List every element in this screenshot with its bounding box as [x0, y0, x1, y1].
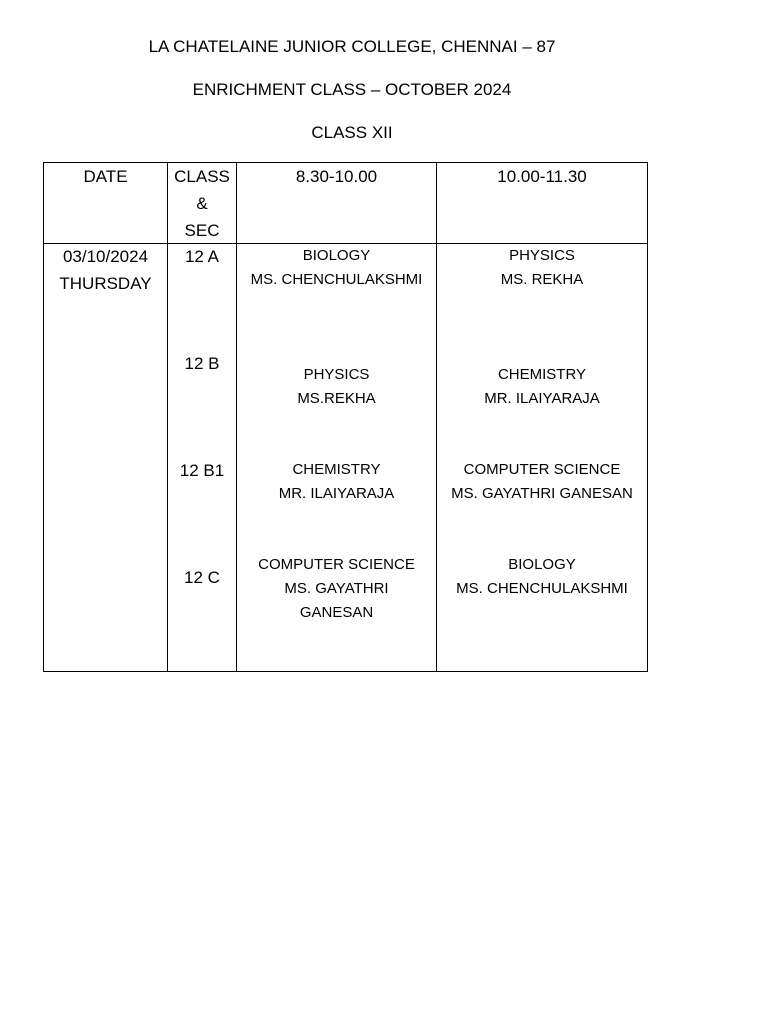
slot-2-entry	[437, 244, 647, 292]
table-border-top	[43, 162, 648, 163]
teacher: MS. REKHA	[500, 271, 584, 288]
subject: CHEMISTRY	[497, 366, 587, 383]
date-cell	[44, 243, 167, 297]
table-border-left	[43, 162, 44, 672]
teacher: MR. ILAIYARAJA	[278, 485, 395, 502]
section-cell: 12 C	[184, 568, 220, 587]
section-cell: 12 A	[184, 247, 220, 266]
teacher: MS. GAYATHRI	[284, 580, 389, 597]
day-value: THURSDAY	[59, 274, 152, 293]
slot-1-entry	[237, 244, 436, 292]
teacher: MR. ILAIYARAJA	[484, 390, 600, 407]
column-header-slot-2: 10.00-11.30	[497, 167, 587, 186]
column-header-date: DATE	[83, 167, 128, 186]
header-line: CLASS	[174, 167, 230, 186]
column-header-class-sec	[168, 163, 236, 244]
document-title: ENRICHMENT CLASS – OCTOBER 2024	[192, 80, 512, 99]
teacher: MS. GAYATHRI GANESAN	[451, 485, 633, 502]
subject: BIOLOGY	[302, 247, 371, 264]
subject: PHYSICS	[509, 247, 575, 264]
slot-1-entry	[237, 363, 436, 411]
subject: COMPUTER SCIENCE	[463, 461, 621, 478]
school-name: LA CHATELAINE JUNIOR COLLEGE, CHENNAI – 87	[148, 37, 556, 56]
slot-2-entry	[437, 458, 647, 506]
teacher: MS. CHENCHULAKSHMI	[250, 271, 423, 288]
slot-2-entry	[437, 363, 647, 411]
table-border-bottom	[43, 671, 648, 672]
subject: COMPUTER SCIENCE	[258, 556, 415, 573]
teacher-continued: GANESAN	[299, 604, 374, 621]
header-line: &	[196, 194, 208, 213]
class-heading: CLASS XII	[311, 123, 393, 142]
section-cell: 12 B1	[179, 461, 225, 480]
section-cell: 12 B	[184, 354, 220, 373]
subject: BIOLOGY	[508, 556, 576, 573]
teacher: MS.REKHA	[297, 390, 376, 407]
subject: PHYSICS	[303, 366, 370, 383]
slot-1-entry	[237, 553, 436, 625]
teacher: MS. CHENCHULAKSHMI	[456, 580, 628, 597]
header-line: SEC	[184, 221, 220, 240]
slot-2-entry	[437, 553, 647, 601]
slot-1-entry	[237, 458, 436, 506]
table-border-right	[647, 162, 648, 672]
subject: CHEMISTRY	[292, 461, 381, 478]
date-value: 03/10/2024	[62, 247, 149, 266]
column-header-slot-1: 8.30-10.00	[295, 167, 378, 186]
